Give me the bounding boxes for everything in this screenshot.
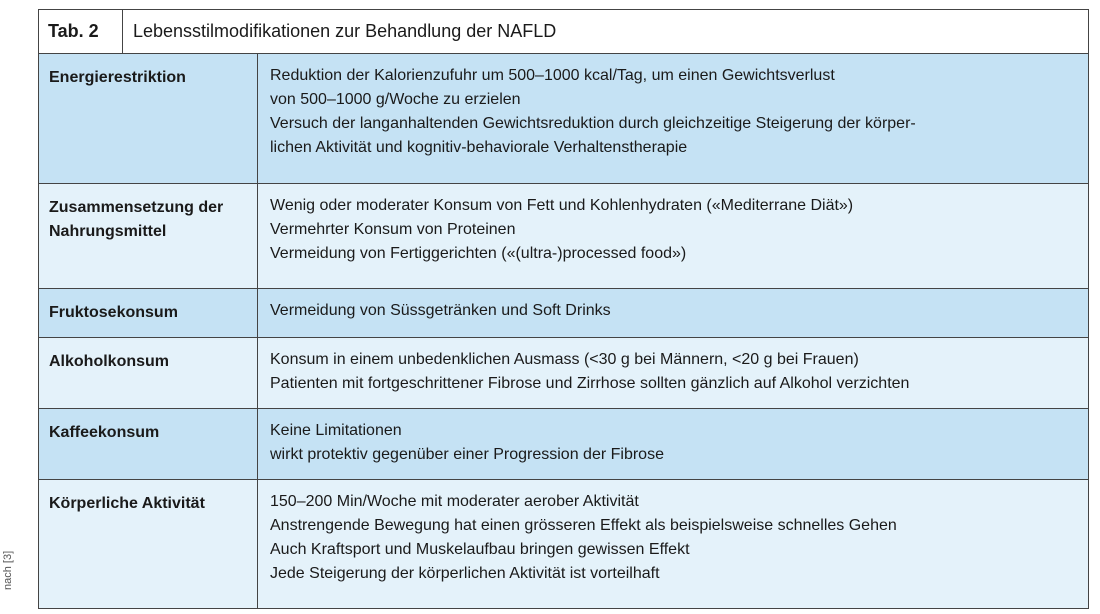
- description-line: Reduktion der Kalorienzufuhr um 500–1000 kcal/Tag, um einen Gewichtsverlust: [270, 67, 835, 84]
- table-row: [39, 338, 1088, 409]
- table-number: Tab. 2: [39, 10, 123, 53]
- description-line: wirkt protektiv gegenüber einer Progression der Fibrose: [270, 446, 664, 463]
- table-row: [39, 409, 1088, 480]
- description-line: Jede Steigerung der körperlichen Aktivität ist vorteilhaft: [270, 565, 660, 582]
- description-line: Konsum in einem unbedenklichen Ausmass (<30 g bei Männern, <20 g bei Frauen): [270, 351, 859, 368]
- description-line: Wenig oder moderater Konsum von Fett und Kohlenhydraten («Mediterrane Diät»): [270, 197, 854, 214]
- description-line: Vermehrter Konsum von Proteinen: [270, 221, 516, 238]
- row-description: [258, 480, 1088, 608]
- row-description: [258, 54, 1088, 183]
- description-line: Auch Kraftsport und Muskelaufbau bringen gewissen Effekt: [270, 541, 690, 558]
- table-title: Lebensstilmodifikationen zur Behandlung der NAFLD: [133, 21, 557, 41]
- source-note: nach [3]: [2, 550, 14, 590]
- description-line: Versuch der langanhaltenden Gewichtsreduktion durch gleichzeitige Steigerung der körper-: [270, 115, 916, 132]
- table-title-row: [39, 10, 1088, 54]
- description-line: Vermeidung von Süssgetränken und Soft Drinks: [270, 302, 611, 319]
- table-row: [39, 184, 1088, 289]
- description-line: von 500–1000 g/Woche zu erzielen: [270, 91, 521, 108]
- table-row: [39, 480, 1088, 608]
- description-line: 150–200 Min/Woche mit moderater aerober Aktivität: [270, 493, 639, 510]
- row-category: Fruktosekonsum: [39, 289, 258, 337]
- row-category: Kaffeekonsum: [39, 409, 258, 479]
- row-description: [258, 338, 1088, 408]
- row-category: Energierestriktion: [39, 54, 258, 183]
- row-category: Körperliche Aktivität: [39, 480, 258, 608]
- row-description: [258, 289, 1088, 337]
- description-line: Vermeidung von Fertiggerichten («(ultra-)processed food»): [270, 245, 687, 262]
- description-line: Keine Limitationen: [270, 422, 402, 439]
- description-line: Anstrengende Bewegung hat einen grösseren Effekt als beispielsweise schnelles Gehen: [270, 517, 897, 534]
- table-row: [39, 289, 1088, 338]
- lifestyle-table: [38, 9, 1089, 609]
- row-description: [258, 184, 1088, 288]
- row-category: Alkoholkonsum: [39, 338, 258, 408]
- row-category: Zusammensetzung der Nahrungsmittel: [39, 184, 258, 288]
- description-line: Patienten mit fortgeschrittener Fibrose und Zirrhose sollten gänzlich auf Alkohol verzichten: [270, 375, 910, 392]
- table-row: [39, 54, 1088, 184]
- description-line: lichen Aktivität und kognitiv-behaviorale Verhaltenstherapie: [270, 139, 688, 156]
- row-description: [258, 409, 1088, 479]
